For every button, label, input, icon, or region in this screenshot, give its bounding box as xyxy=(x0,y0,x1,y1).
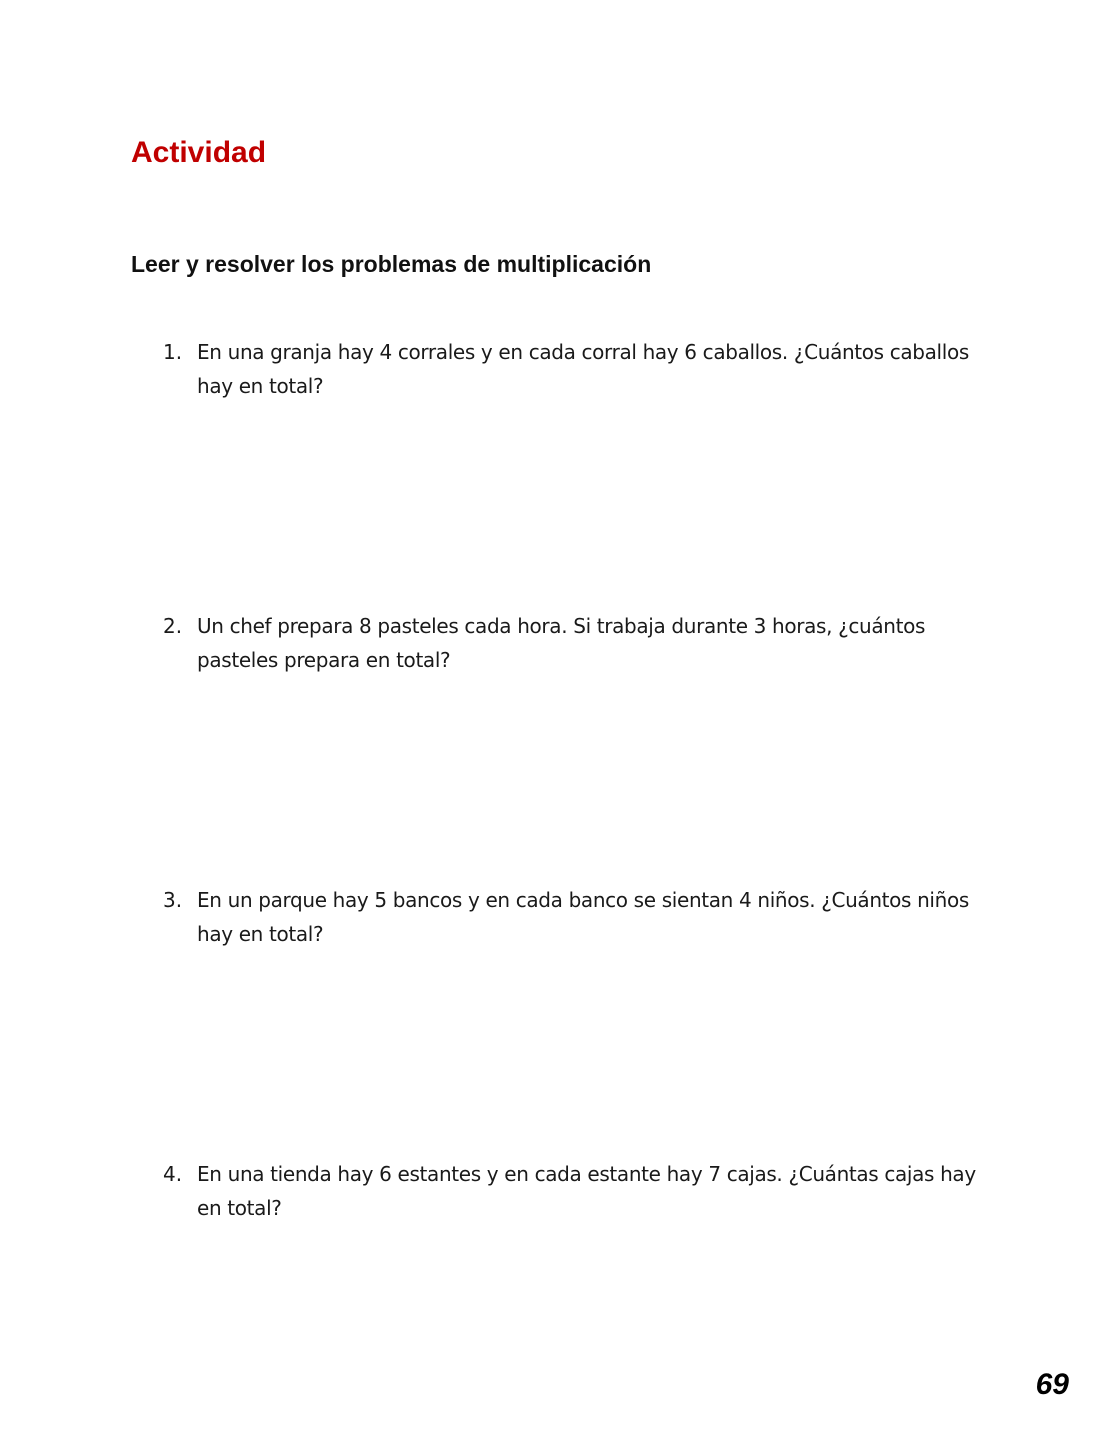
problem-text: En un parque hay 5 bancos y en cada banco se sientan 4 niños. ¿Cuántos niños hay en total? xyxy=(197,888,969,946)
problem-item xyxy=(163,1157,993,1225)
problem-text: En una tienda hay 6 estantes y en cada estante hay 7 cajas. ¿Cuántas cajas hay en total? xyxy=(197,1162,976,1220)
problem-item xyxy=(163,609,993,677)
problem-number: 4. xyxy=(163,1162,183,1186)
instructions-heading: Leer y resolver los problemas de multiplicación xyxy=(131,251,652,277)
problem-item xyxy=(163,883,993,951)
problem-text: Un chef prepara 8 pasteles cada hora. Si trabaja durante 3 horas, ¿cuántos pasteles prepara en total? xyxy=(197,614,926,672)
problem-number: 3. xyxy=(163,888,183,912)
page-number: 69 xyxy=(1035,1368,1069,1401)
problem-number: 2. xyxy=(163,614,183,638)
problem-number: 1. xyxy=(163,340,183,364)
problem-item xyxy=(163,335,993,403)
page-title: Actividad xyxy=(131,136,267,169)
problem-text: En una granja hay 4 corrales y en cada corral hay 6 caballos. ¿Cuántos caballos hay en total? xyxy=(197,340,969,398)
